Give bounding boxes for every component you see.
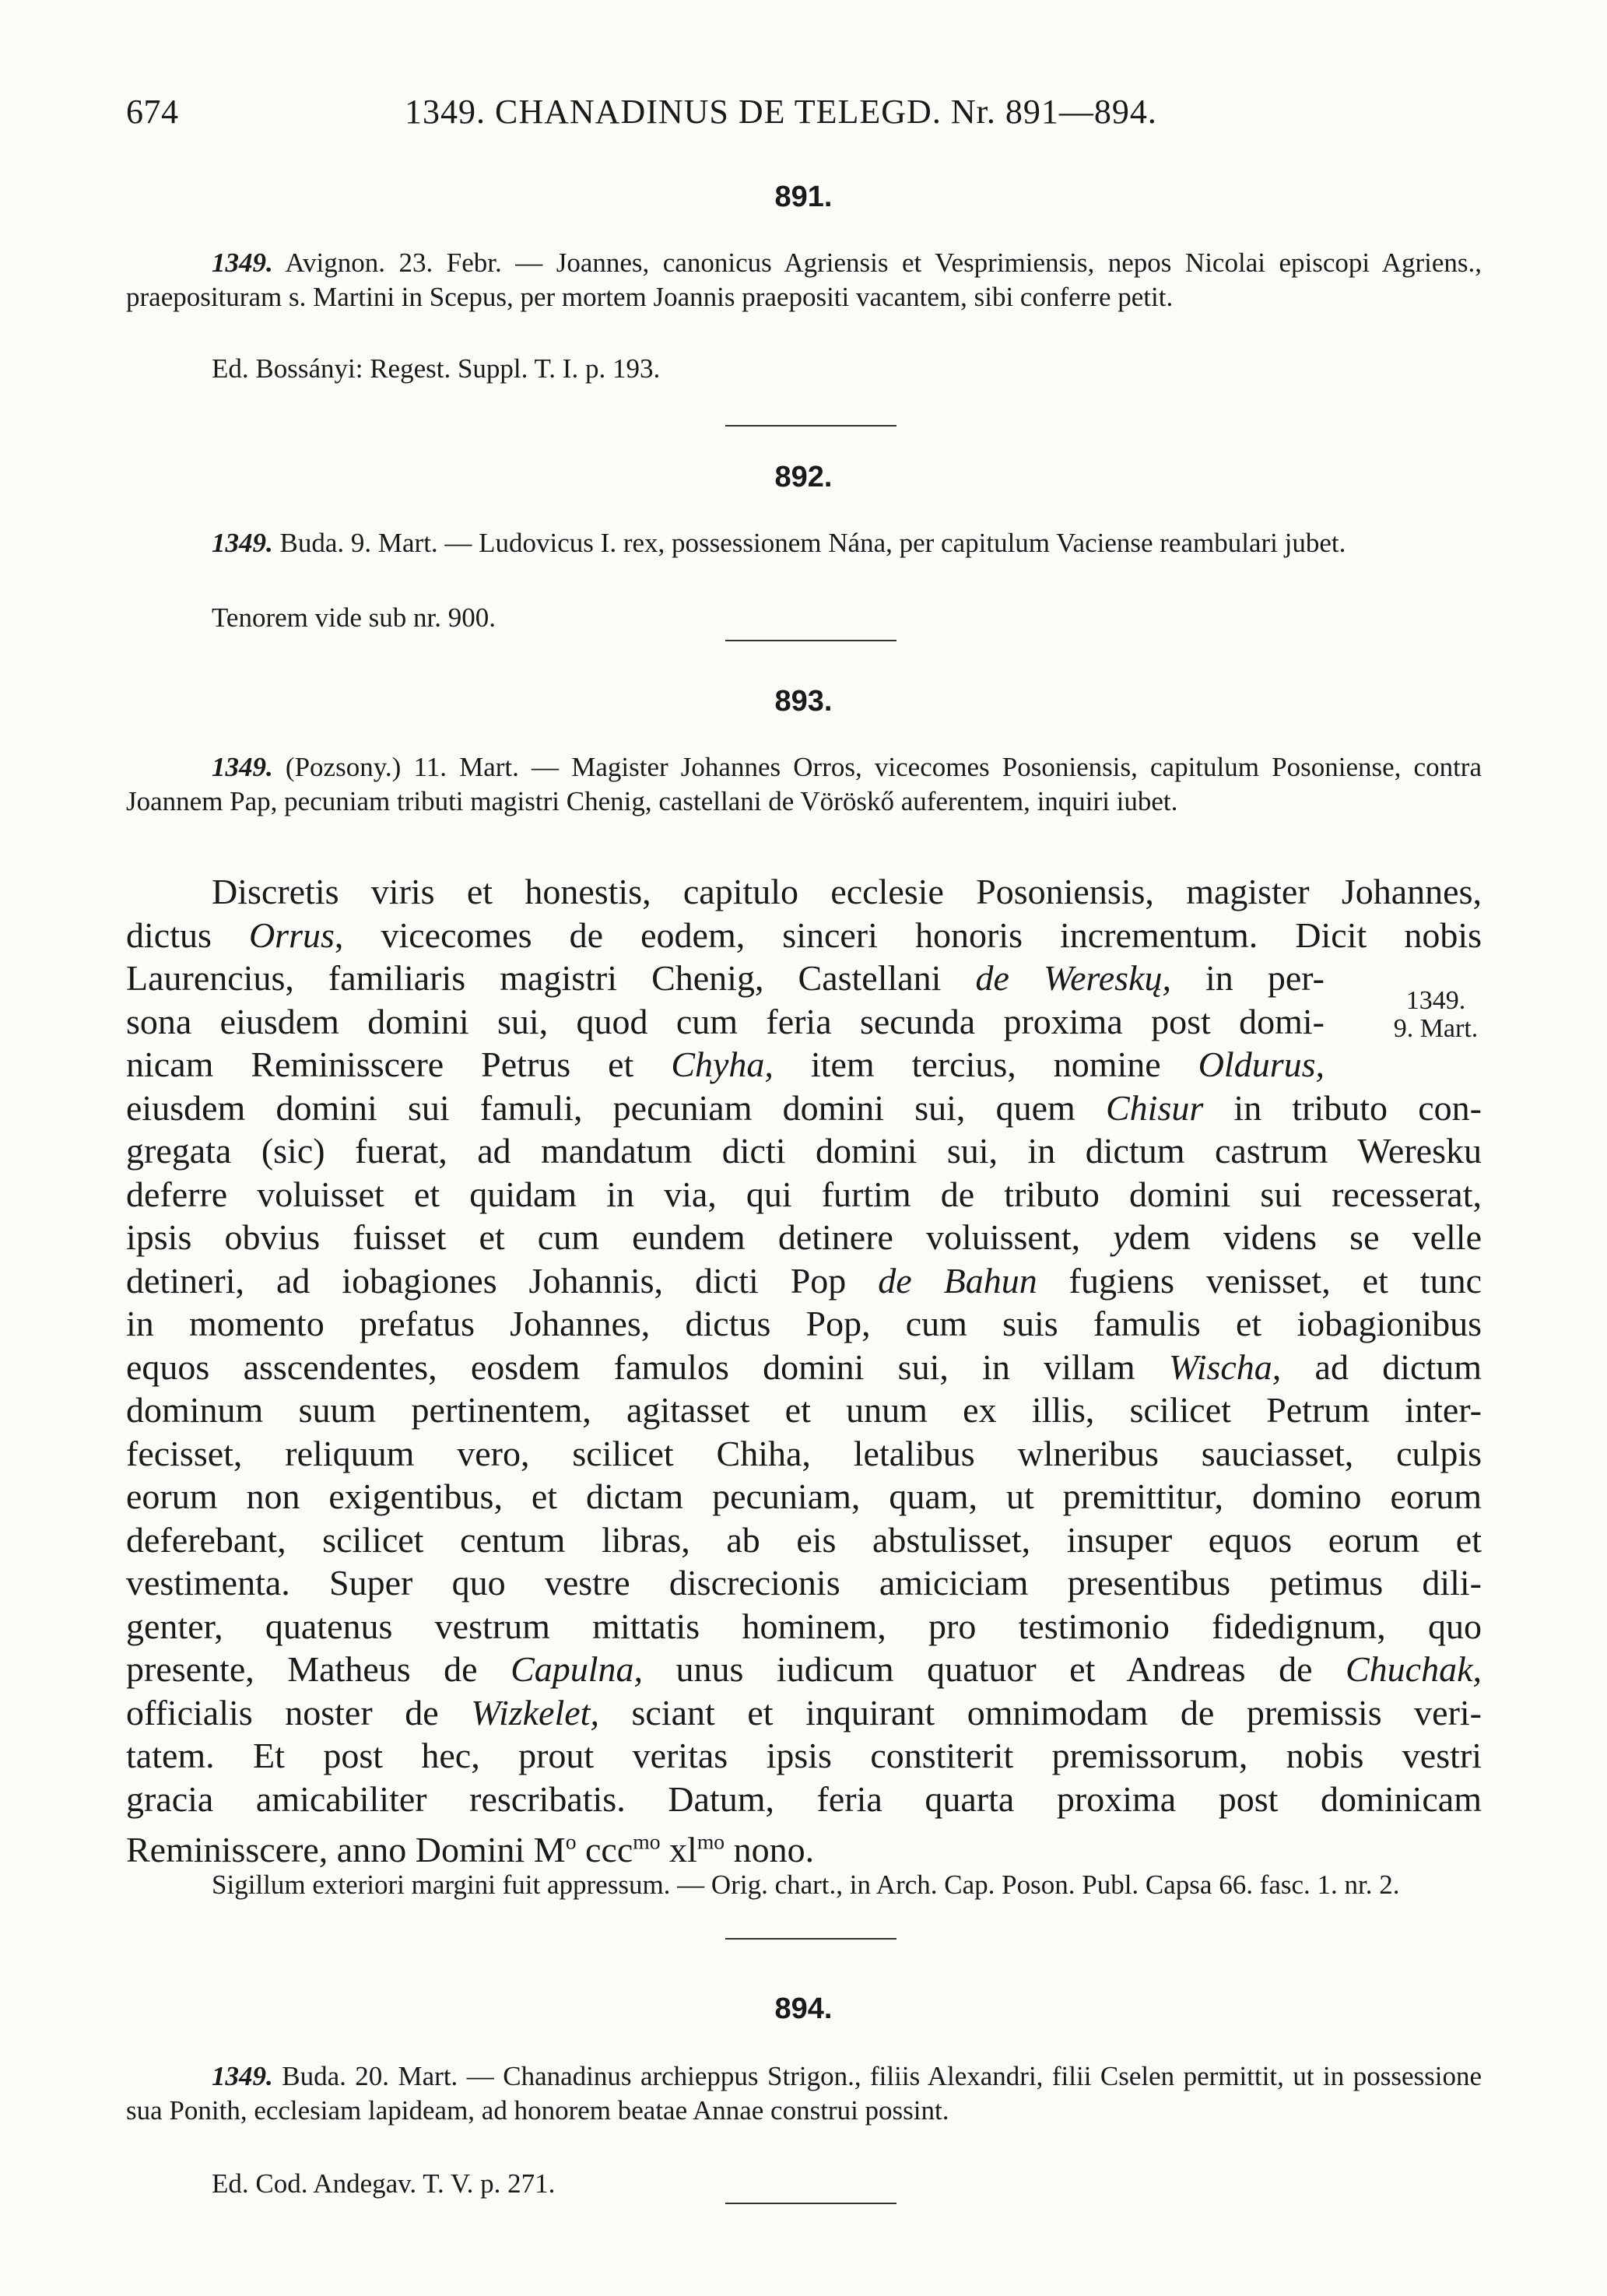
- charter-line: Reminisscere, anno Domini $M^o$ ccc$^{mo}$ $xl^{mo}$ nono.: [126, 1830, 815, 1870]
- running-title: 1349. CHANADINUS DE TELEGD. Nr. 891—894.: [405, 93, 1157, 131]
- separator-rule: [725, 1938, 896, 1940]
- charter-line: nicam Reminisscere Petrus et Chyha, item tercius, nomine Oldurus,: [126, 1044, 1325, 1084]
- charter-line: deferebant, scilicet centum libras, ab eis abstulisset, insuper equos eorum et: [126, 1519, 1482, 1560]
- margin-note-year: 1349.: [1405, 986, 1466, 1015]
- entry-891-regest: [126, 246, 1482, 314]
- entry-894-number: 894.: [774, 1992, 833, 2025]
- entry-893-regest-text: (Pozsony.) 11. Mart. — Magister Johannes Orros, vicecomes Posoniensis, capitulum Posoniense, contra Joannem Pap, pecuniam tributi magistri Chenig, castellani de Vöröskő auferentem, inquiri iubet.: [126, 752, 1482, 816]
- charter-line: sona eiusdem domini sui, quod cum feria secunda proxima post domi-: [126, 1001, 1325, 1041]
- entry-894-edition: Ed. Cod. Andegav. T. V. p. 271.: [212, 2168, 556, 2199]
- charter-line: equos asscendentes, eosdem famulos domini sui, in villam Wischa, ad dictum: [126, 1346, 1482, 1387]
- charter-line: dominum suum pertinentem, agitasset et unum ex illis, scilicet Petrum inter-: [126, 1390, 1482, 1430]
- entry-892-edition: Tenorem vide sub nr. 900.: [212, 602, 496, 633]
- entry-894-year: 1349.: [212, 2061, 273, 2091]
- separator-rule: [725, 640, 896, 641]
- entry-891-number: 891.: [774, 181, 833, 213]
- entry-893-year: 1349.: [212, 752, 273, 782]
- charter-line: Laurencius, familiaris magistri Chenig, Castellani de Wereskų, in per-: [126, 958, 1325, 998]
- entry-892-year: 1349.: [212, 528, 273, 558]
- entry-892-regest: [126, 526, 1482, 560]
- charter-line: genter, quatenus vestrum mittatis hominem, pro testimonio fidedignum, quo: [126, 1606, 1482, 1646]
- charter-line: Discretis viris et honestis, capitulo ecclesie Posoniensis, magister Johannes,: [212, 872, 1482, 911]
- entry-894-regest-text: Buda. 20. Mart. — Chanadinus archieppus Strigon., filiis Alexandri, filii Cselen permittit, ut in possessione sua Ponith, ecclesiam lapideam, ad honorem beatae Annae construi possint.: [126, 2061, 1482, 2126]
- entry-894-regest: [126, 2059, 1482, 2128]
- charter-text: [126, 870, 1482, 1870]
- charter-line: in momento prefatus Johannes, dictus Pop, cum suis famulis et iobagionibus: [126, 1304, 1482, 1343]
- entry-891-regest-text: Avignon. 23. Febr. — Joannes, canonicus Agriensis et Vesprimiensis, nepos Nicolai episcopi Agriens., praeposituram s. Martini in Scepus, per mortem Joannis praepositi vacantem, sibi conferre petit.: [126, 248, 1482, 312]
- charter-line: eorum non exigentibus, et dictam pecuniam, quam, ut premittitur, domino eorum: [126, 1476, 1482, 1516]
- charter-line: gracia amicabiliter rescribatis. Datum, feria quarta proxima post dominicam: [126, 1778, 1482, 1819]
- charter-line: detineri, ad iobagiones Johannis, dicti Pop de Bahun fugiens venisset, et tunc: [126, 1260, 1482, 1301]
- charter-line: deferre voluisset et quidam in via, qui furtim de tributo domini sui recesserat,: [126, 1174, 1482, 1214]
- charter-line: officialis noster de Wizkelet, sciant et inquirant omnimodam de premissis veri-: [126, 1692, 1482, 1733]
- separator-rule: [725, 425, 896, 427]
- margin-date-note: [1377, 987, 1494, 1043]
- separator-rule: [725, 2203, 896, 2204]
- charter-line: dictus Orrus, vicecomes de eodem, sinceri honoris incrementum. Dicit nobis: [126, 915, 1482, 955]
- charter-line: ipsis obvius fuisset et cum eundem detinere voluissent, ydem videns se velle: [126, 1217, 1482, 1257]
- entry-893-number: 893.: [774, 685, 833, 718]
- charter-line: tatem. Et post hec, prout veritas ipsis constiterit premissorum, nobis vestri: [126, 1736, 1482, 1775]
- charter-line: gregata (sic) fuerat, ad mandatum dicti domini sui, in dictum castrum Weresku: [126, 1131, 1482, 1171]
- charter-line: vestimenta. Super quo vestre discrecionis amiciciam presentibus petimus dili-: [126, 1563, 1482, 1603]
- page-number: 674: [126, 93, 179, 131]
- entry-893-regest: [126, 750, 1482, 819]
- charter-line: eiusdem domini sui famuli, pecuniam domini sui, quem Chisur in tributo con-: [126, 1087, 1482, 1128]
- margin-note-date: 9. Mart.: [1393, 1014, 1479, 1043]
- entry-893-note: Sigillum exteriori margini fuit appressum. — Orig. chart., in Arch. Cap. Poson. Publ. Capsa 66. fasc. 1. nr. 2.: [212, 1869, 1400, 1900]
- entry-892-number: 892.: [774, 461, 833, 493]
- entry-891-year: 1349.: [212, 248, 273, 278]
- entry-892-regest-text: Buda. 9. Mart. — Ludovicus I. rex, possessionem Nána, per capitulum Vaciense reambulari jubet.: [279, 528, 1346, 558]
- charter-line: fecisset, reliquum vero, scilicet Chiha, letalibus wlneribus sauciasset, culpis: [126, 1433, 1482, 1473]
- entry-891-edition: Ed. Bossányi: Regest. Suppl. T. I. p. 193.: [212, 353, 661, 384]
- charter-line: presente, Matheus de Capulna, unus iudicum quatuor et Andreas de Chuchak,: [126, 1649, 1482, 1689]
